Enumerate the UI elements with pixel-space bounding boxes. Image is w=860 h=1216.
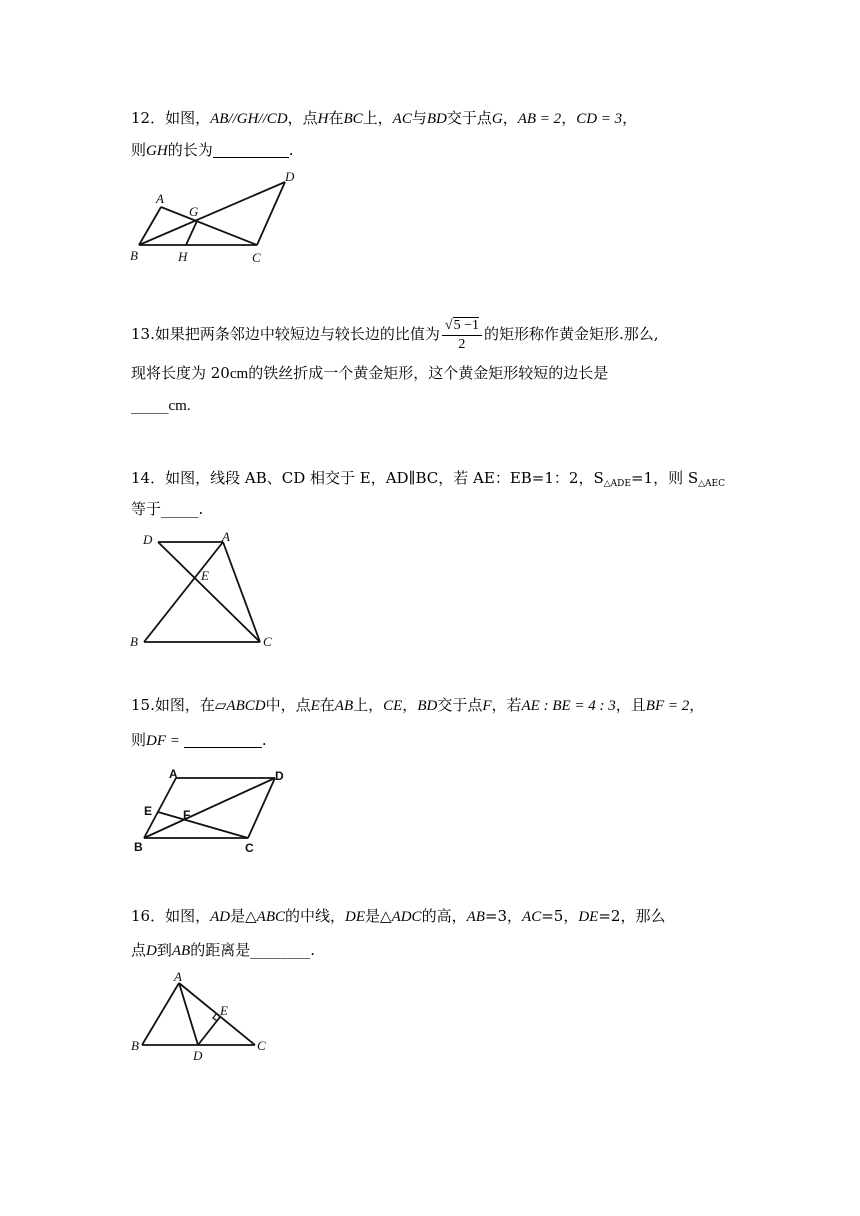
q15-text: ， — [402, 696, 418, 714]
answer-blank: _____ — [131, 396, 169, 414]
segment-ac — [161, 207, 257, 245]
q12-math: AB//GH//CD — [210, 111, 288, 127]
q13-line-3 — [131, 395, 191, 416]
label-c: C — [263, 634, 272, 649]
q16-math: ABC — [256, 909, 285, 925]
q15-figure — [125, 760, 305, 860]
q12-line-2 — [131, 140, 293, 161]
answer-blank — [184, 733, 262, 748]
label-e: E — [144, 804, 153, 818]
q15-text: 上， — [353, 696, 384, 714]
q12-text: 如图， — [165, 109, 211, 127]
q15-text: 在 — [319, 696, 335, 714]
segment-ac — [223, 542, 260, 642]
q15-text: ，若 — [491, 696, 522, 714]
label-c: C — [257, 1038, 266, 1053]
q16-text: 的距离是________. — [190, 941, 315, 959]
label-c: C — [252, 250, 261, 265]
label-d: D — [285, 169, 295, 184]
q15-text: ， — [689, 696, 705, 714]
q12-math: G — [491, 111, 503, 127]
q14-text: 如图，线段 AB、CD 相交于 E，AD∥BC，若 AE：EB=1：2，S — [165, 469, 604, 487]
unit-cm: cm. — [168, 398, 191, 414]
segment-ab — [142, 983, 179, 1045]
q15-math: CE — [383, 698, 403, 714]
q12-math: GH — [146, 143, 168, 159]
q16-math: AC — [522, 909, 542, 925]
q14-line-2 — [131, 499, 203, 519]
label-e: E — [201, 568, 209, 583]
q15-math: ▱ABCD — [214, 698, 266, 714]
q12-text: 与 — [411, 109, 427, 127]
q16-text: =5， — [541, 907, 579, 925]
q16-math: DE — [345, 909, 366, 925]
q15-math: BF = 2 — [645, 698, 690, 714]
q15-text: 如图，在 — [154, 696, 215, 714]
q13-text: 的矩形称作黄金矩形.那么, — [483, 325, 659, 343]
q16-text: =3， — [484, 907, 523, 925]
q16-math: ADC — [391, 909, 422, 925]
label-b: B — [130, 248, 138, 263]
q15-line-1 — [131, 695, 704, 716]
q15-math: AE : BE = 4 : 3 — [521, 698, 616, 714]
segment-ab — [144, 542, 223, 642]
q12-math: AB = 2 — [517, 111, 562, 127]
sqrt-radicand: 5 −1 — [453, 318, 479, 333]
subscript: △AEC — [698, 479, 725, 489]
segment-ac — [179, 983, 255, 1045]
q12-text: 则 — [131, 141, 147, 159]
question-number: 12． — [131, 109, 166, 127]
q12-math: H — [317, 111, 329, 127]
q16-math: AD — [210, 909, 231, 925]
q12-text: ， — [502, 109, 518, 127]
q13-line-2 — [131, 363, 608, 384]
question-number: 15. — [131, 696, 155, 714]
q15-math: F — [482, 698, 492, 714]
q15-math: AB — [334, 698, 354, 714]
q16-line-2 — [131, 940, 315, 961]
q16-line-1 — [131, 906, 665, 927]
label-e: E — [220, 1003, 228, 1018]
q16-text: 到 — [156, 941, 172, 959]
q12-text: 上， — [362, 109, 393, 127]
q16-text: 的中线， — [285, 907, 346, 925]
q12-text: 在 — [328, 109, 344, 127]
q12-line-1 — [131, 108, 637, 129]
label-f: F — [183, 808, 191, 822]
q16-text: =2，那么 — [598, 907, 666, 925]
question-number: 13. — [131, 325, 155, 343]
q12-math: AC — [392, 111, 412, 127]
q16-math: D — [146, 943, 157, 959]
q12-text: . — [288, 141, 294, 159]
segment-dc — [248, 778, 275, 838]
label-a: A — [156, 191, 164, 206]
label-c: C — [245, 841, 254, 855]
q12-math: CD = 3 — [576, 111, 623, 127]
label-h: H — [178, 249, 188, 264]
subscript: △ADE — [603, 479, 631, 489]
q13-text: 的铁丝折成一个黄金矩形，这个黄金矩形较短的边长是 — [248, 364, 609, 382]
q15-math: BD — [417, 698, 438, 714]
label-b: B — [130, 634, 138, 649]
q15-text: 交于点 — [437, 696, 483, 714]
label-a: A — [174, 969, 182, 984]
q15-text: 中，点 — [265, 696, 311, 714]
q15-math: DF = — [146, 733, 180, 749]
q16-text: 是△ — [365, 907, 392, 925]
label-g: G — [189, 204, 199, 219]
label-a: A — [169, 767, 178, 781]
q16-figure — [125, 965, 285, 1065]
label-b: B — [134, 840, 143, 854]
fraction-denominator: 2 — [458, 337, 466, 352]
q12-text: ，点 — [287, 109, 318, 127]
q12-math: BD — [426, 111, 447, 127]
label-a: A — [222, 529, 230, 544]
q16-text: 是△ — [230, 907, 257, 925]
q14-figure — [125, 525, 285, 655]
q12-figure — [125, 165, 305, 265]
segment-dc — [158, 542, 260, 642]
q13-text: 现将长度为 20 — [131, 364, 230, 382]
q12-text: ， — [622, 109, 638, 127]
label-d: D — [143, 532, 153, 547]
label-d: D — [275, 769, 284, 783]
label-b: B — [131, 1038, 139, 1053]
unit-cm: cm — [229, 366, 249, 382]
q14-text: =1，则 S — [630, 469, 699, 487]
right-angle-mark — [213, 1014, 217, 1021]
q13-text: 如果把两条邻边中较短边与较长边的比值为 — [154, 325, 440, 343]
q16-math: AB — [466, 909, 485, 925]
q14-line-1 — [131, 468, 725, 494]
q16-math: DE — [578, 909, 599, 925]
q12-text: 的长为 — [167, 141, 213, 159]
question-number: 16． — [131, 907, 166, 925]
q15-line-2 — [131, 730, 267, 751]
q13-line-1 — [131, 316, 659, 353]
q12-text: ， — [561, 109, 577, 127]
segment-bd — [144, 778, 275, 838]
q16-math: AB — [171, 943, 191, 959]
q15-text: . — [261, 731, 267, 749]
golden-ratio-fraction — [442, 317, 482, 353]
q12-text: 交于点 — [446, 109, 492, 127]
q16-text: 点 — [131, 941, 147, 959]
q15-math: E — [310, 698, 320, 714]
q12-math: BC — [343, 111, 363, 127]
fraction-numerator: √5 −1 — [442, 317, 482, 336]
q16-text: 的高， — [421, 907, 467, 925]
q15-text: ，且 — [615, 696, 646, 714]
q16-text: 如图， — [165, 907, 211, 925]
q15-text: 则 — [131, 731, 147, 749]
segment-ad — [179, 983, 198, 1045]
answer-blank — [213, 143, 289, 158]
question-number: 14． — [131, 469, 166, 487]
q14-text: 等于_____. — [131, 500, 204, 518]
label-d: D — [193, 1048, 203, 1063]
